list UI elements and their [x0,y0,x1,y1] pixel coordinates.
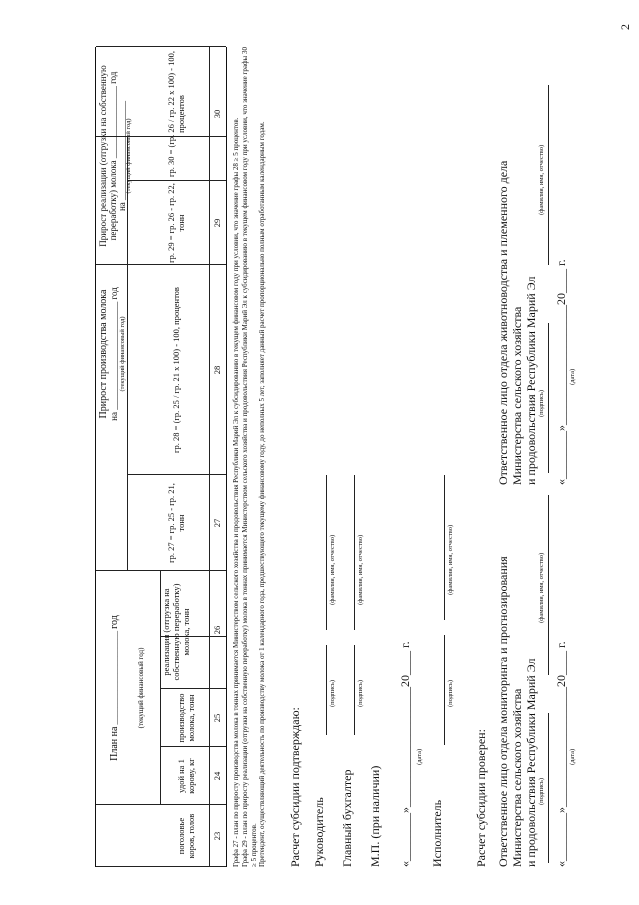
data-table [95,47,227,867]
checked-left-sign-caption: (подпись) [538,778,545,805]
head-label: Руководитель [312,797,326,867]
head-sign-line[interactable] [326,645,327,735]
note-col29: Графа 29 - план по приросту реализации (отгрузки на собственную переработку) молока в тоннах принимается Министерством сельского хозяйства и продовольствия Республики Марий Эл к субсидированию в текущем финансовом году при условии, что значение графы 30 ≥ 5 процентов. [240,47,258,867]
real-header: Прирост реализации (отгрузки на собственную [98,65,109,247]
checked-title: Расчет субсидии проверен: [474,729,488,867]
rotated-page [0,25,580,885]
col-27-header: гр. 27 = гр. 25 - гр. 21, тонн [166,483,186,563]
table-left-border [96,866,226,867]
stamp-label: М.П. (при наличии) [368,765,382,867]
confirm-date: «________»____________________20____ г. [398,641,412,867]
checked-right-line2: Министерства сельского хозяйства [510,306,524,485]
col-number: 25 [211,713,222,723]
col-number: 29 [211,218,222,228]
checked-right-date: «________»____________________20____ г. [554,259,568,485]
col-25-header: производство молока, тонн [176,693,196,743]
col-23-header: поголовье коров, голов [176,813,196,859]
checked-left-line2: Министерства сельского хозяйства [510,688,524,867]
note-col27: Графа 27 - план по приросту производства молока в тоннах принимается Министерством сельского хозяйства и продовольствия Республики Марий Эл к субсидированию в текущем финансовом году при условии, что значение графы 28 ≥ 5 процентов. [232,117,240,867]
col-30-header: гр. 30 = (гр. 26 / гр. 22 x 100) - 100, процентов [166,51,186,177]
checked-left-date: «________»____________________20____ г. [554,641,568,867]
checked-left-line1: Ответственное лицо отдела мониторинга и прогнозирования [496,556,510,867]
col-number: 24 [211,771,222,781]
checked-right-line1: Ответственное лицо отдела животноводства и племенного дела [496,160,510,485]
prod-header: Прирост производства молока [98,289,110,419]
accountant-label: Главный бухгалтер [340,769,354,867]
executor-sign-line[interactable] [444,635,445,745]
head-name-line[interactable] [326,475,327,630]
accountant-name-line[interactable] [354,475,355,630]
real-header-3: на ______________________ [116,100,127,212]
checked-left-sign-line[interactable] [548,713,549,863]
head-name-caption: (фамилия, имя, отчество) [329,534,336,605]
number-row-line [209,47,210,867]
checked-right-sign-line[interactable] [548,323,549,473]
confirm-title: Расчет субсидии подтверждаю: [288,707,302,867]
real-header-2: переработку) молока ________________ год [107,71,118,241]
checked-right-name-caption: (фамилия, имя, отчество) [538,144,545,215]
checked-left-line3: и продовольствия Республики Марий Эл [524,658,538,867]
checked-left-name-line[interactable] [548,495,549,675]
accountant-sign-caption: (подпись) [357,680,364,707]
confirm-date-caption: (дата) [416,748,423,765]
head-sign-caption: (подпись) [329,680,336,707]
page-number: 2 [618,24,632,30]
note-applicant: Претендент, осуществляющий деятельность по производству молока от 1 календарного года, предшествующего текущему финансовому году, до неполных 5 лет, заполняет данный расчет пропорционально полным отработанным календарным годам. [258,121,267,867]
prod-subcaption: (текущий финансовый год) [119,316,127,392]
accountant-name-caption: (фамилия, имя, отчество) [357,534,364,605]
col-number: 23 [211,831,222,841]
plan-subcaption: (текущий финансовый год) [136,647,145,729]
accountant-sign-line[interactable] [354,645,355,735]
col-29-header: гр. 29 = гр. 26 - гр. 22, тонн [166,183,186,263]
executor-sign-caption: (подпись) [447,680,454,707]
plan-header: План на ______________________ год [109,615,121,761]
col-28-header: гр. 28 = (гр. 25 / гр. 21 x 100) - 100, процентов [171,287,182,453]
checked-right-sign-caption: (подпись) [538,390,545,417]
real-subcaption: (текущий финансовый год) [124,118,132,194]
table-notes [232,47,267,867]
checked-right-date-caption: (дата) [569,368,576,385]
prod-header-period: на ________________________ год [108,287,119,421]
executor-name-caption: (фамилия, имя, отчество) [447,524,454,595]
col-number: 27 [211,518,222,528]
checked-left-date-caption: (дата) [569,748,576,765]
executor-name-line[interactable] [444,475,445,620]
checked-right-line3: и продовольствия Республики Марий Эл [524,276,538,485]
checked-left-name-caption: (фамилия, имя, отчество) [538,552,545,623]
executor-label: Исполнитель [430,799,444,867]
col-24-header: удой на 1 корову, кг [176,758,196,794]
col-number: 28 [211,365,222,375]
col-26-header: реализация (отгрузка на собственную переработку) молока, тонн [161,583,191,681]
checked-right-name-line[interactable] [548,85,549,265]
col-number: 26 [211,625,222,635]
col-number: 30 [211,109,222,119]
